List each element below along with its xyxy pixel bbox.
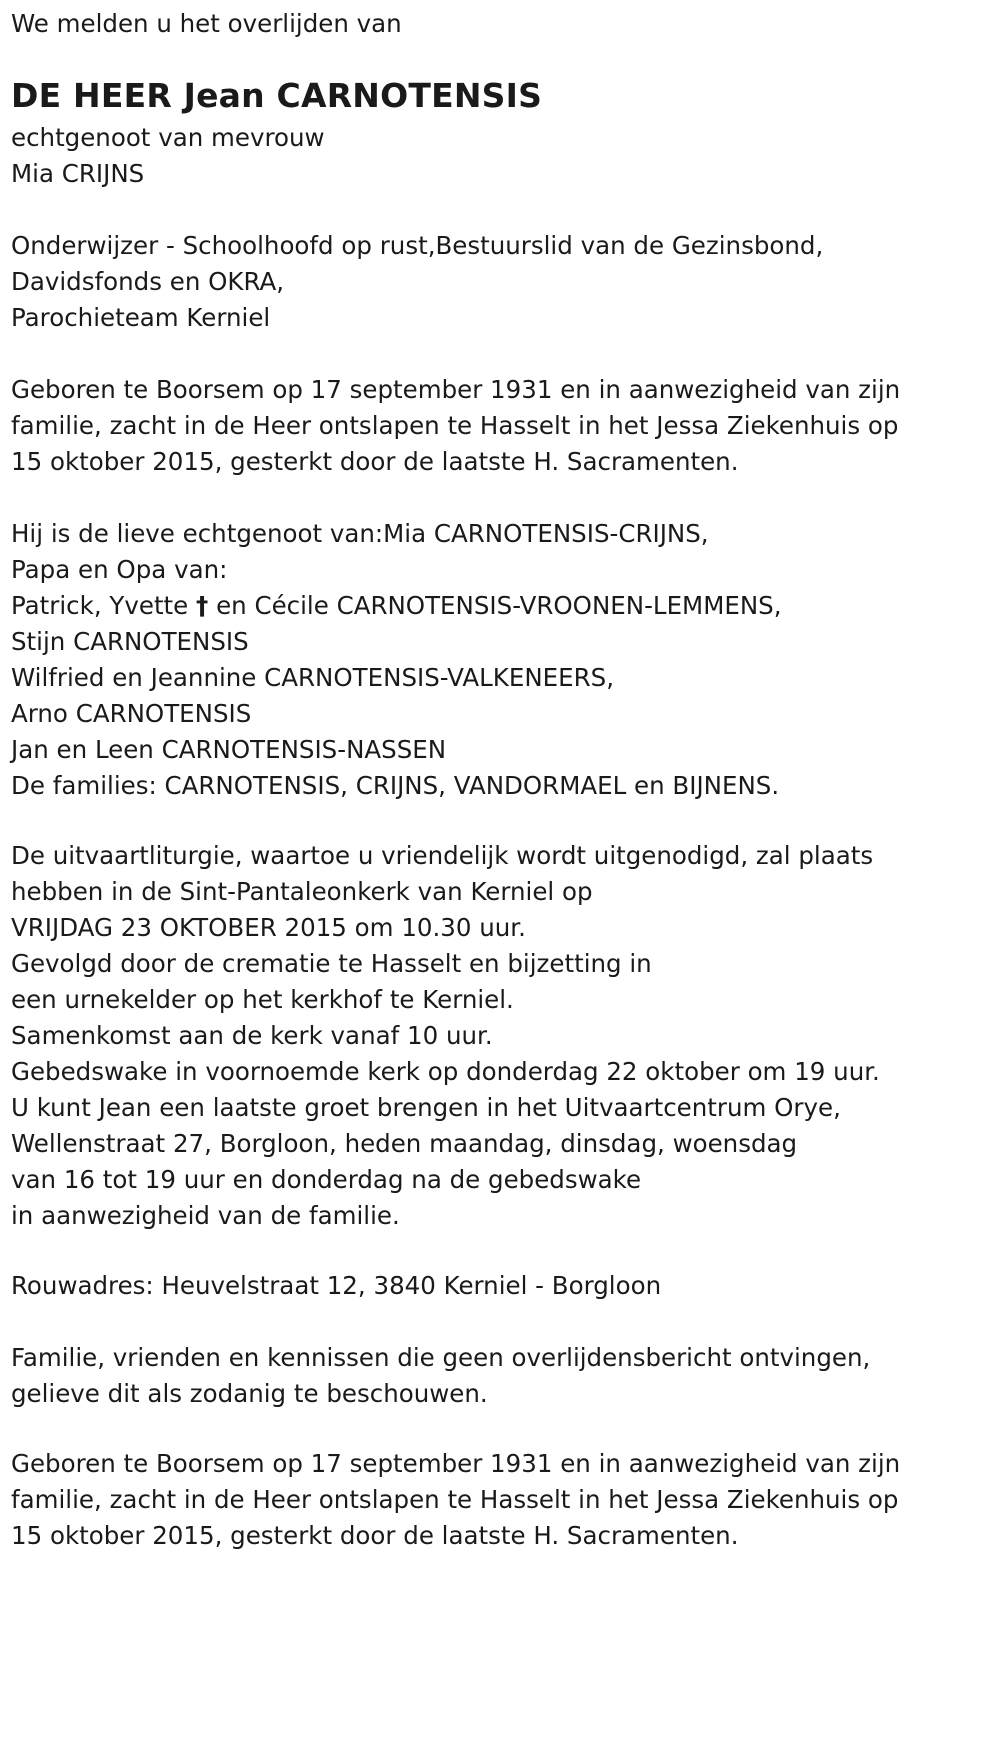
family-parents-line: Papa en Opa van: [11, 555, 228, 584]
family-children-line [11, 588, 781, 624]
occupation-line: Parochieteam Kerniel [11, 303, 271, 332]
family-line: De families: CARNOTENSIS, CRIJNS, VANDORMAEL en BIJNENS. [11, 771, 780, 800]
funeral-line: Samenkomst aan de kerk vanaf 10 uur. [11, 1021, 493, 1050]
birth-line: 15 oktober 2015, gesterkt door de laatste H. Sacramenten. [11, 447, 739, 476]
spouse-line: Mia CRIJNS [11, 159, 145, 188]
funeral-block [11, 838, 880, 1234]
funeral-line: U kunt Jean een laatste groet brengen in het Uitvaartcentrum Orye, [11, 1093, 841, 1122]
funeral-line: in aanwezigheid van de familie. [11, 1201, 400, 1230]
funeral-line: hebben in de Sint-Pantaleonkerk van Kerniel op [11, 877, 593, 906]
funeral-line: VRIJDAG 23 OKTOBER 2015 om 10.30 uur. [11, 913, 526, 942]
funeral-line: Gevolgd door de crematie te Hasselt en bijzetting in [11, 949, 652, 978]
notice-line: Familie, vrienden en kennissen die geen overlijdensbericht ontvingen, [11, 1343, 871, 1372]
occupation-line: Onderwijzer - Schoolhoofd op rust,Bestuurslid van de Gezinsbond, [11, 231, 824, 260]
children-names-after-cross: en Cécile CARNOTENSIS-VROONEN-LEMMENS, [216, 591, 782, 620]
spouse-line: echtgenoot van mevrouw [11, 123, 325, 152]
deceased-name: DE HEER Jean CARNOTENSIS [11, 76, 543, 115]
notice-line: gelieve dit als zodanig te beschouwen. [11, 1379, 488, 1408]
address-line: Rouwadres: Heuvelstraat 12, 3840 Kerniel - Borgloon [11, 1271, 662, 1300]
intro-text: We melden u het overlijden van [11, 9, 402, 38]
funeral-line: een urnekelder op het kerkhof te Kerniel. [11, 985, 514, 1014]
birth-line: Geboren te Boorsem op 17 september 1931 en in aanwezigheid van zijn [11, 375, 901, 404]
family-block [11, 516, 781, 804]
notice-block [11, 1340, 870, 1412]
family-line: Jan en Leen CARNOTENSIS-NASSEN [11, 735, 447, 764]
funeral-line: Gebedswake in voornoemde kerk op donderdag 22 oktober om 19 uur. [11, 1057, 880, 1086]
family-spouse-line: Hij is de lieve echtgenoot van:Mia CARNOTENSIS-CRIJNS, [11, 519, 709, 548]
occupation-line: Davidsfonds en OKRA, [11, 267, 285, 296]
family-line: Wilfried en Jeannine CARNOTENSIS-VALKENEERS, [11, 663, 614, 692]
children-names-before-cross: Patrick, Yvette [11, 591, 189, 620]
birth-line: 15 oktober 2015, gesterkt door de laatste H. Sacramenten. [11, 1521, 739, 1550]
funeral-line: Wellenstraat 27, Borgloon, heden maandag, dinsdag, woensdag [11, 1129, 798, 1158]
cross-icon: † [196, 591, 209, 620]
funeral-line: van 16 tot 19 uur en donderdag na de gebedswake [11, 1165, 642, 1194]
address-block [11, 1268, 661, 1304]
birth-line: familie, zacht in de Heer ontslapen te Hasselt in het Jessa Ziekenhuis op [11, 411, 899, 440]
birth-line: familie, zacht in de Heer ontslapen te Hasselt in het Jessa Ziekenhuis op [11, 1485, 899, 1514]
family-line: Stijn CARNOTENSIS [11, 627, 249, 656]
birth-block-repeat [11, 1446, 900, 1554]
funeral-line: De uitvaartliturgie, waartoe u vriendelijk wordt uitgenodigd, zal plaats [11, 841, 874, 870]
birth-block [11, 372, 900, 480]
birth-line: Geboren te Boorsem op 17 september 1931 en in aanwezigheid van zijn [11, 1449, 901, 1478]
family-line: Arno CARNOTENSIS [11, 699, 252, 728]
spouse-block [11, 120, 325, 192]
occupation-block [11, 228, 823, 336]
